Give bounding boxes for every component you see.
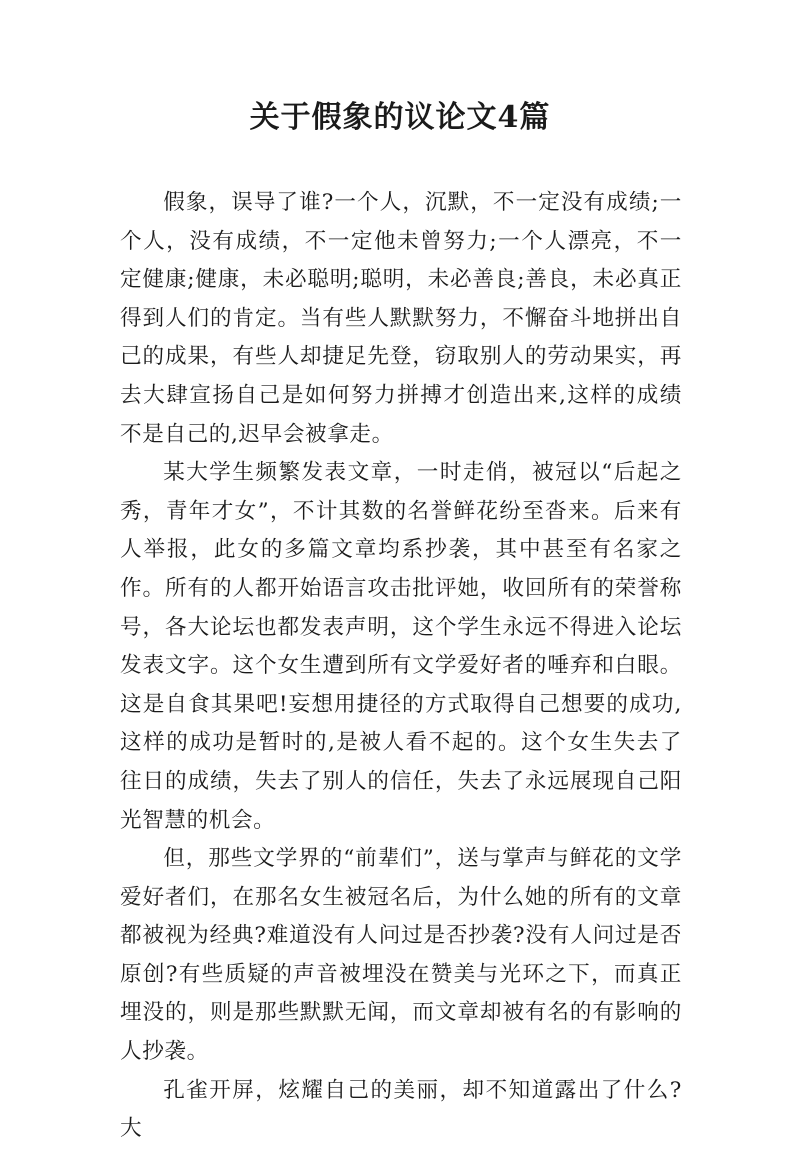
- paragraph-2: 某大学生频繁发表文章，一时走俏，被冠以“后起之秀，青年才女”，不计其数的名誉鲜花纷至沓来。后来有人举报，此女的多篇文章均系抄袭，其中甚至有名家之作。所有的人都开始语言攻击批评她，收回所有的荣誉称号，各大论坛也都发表声明，这个学生永远不得进入论坛发表文字。这个女生遭到所有文学爱好者的唾弃和白眼。这是自食其果吧!妄想用捷径的方式取得自己想要的成功,这样的成功是暂时的,是被人看不起的。这个女生失去了往日的成绩，失去了别人的信任，失去了永远展现自己阳光智慧的机会。: [120, 460, 682, 833]
- document-body: [120, 184, 682, 1149]
- paragraph-4: 孔雀开屏，炫耀自己的美丽，却不知道露出了什么?大: [120, 1077, 682, 1142]
- paragraph-3: 但，那些文学界的“前辈们”，送与掌声与鲜花的文学爱好者们，在那名女生被冠名后，为什么她的所有的文章都被视为经典?难道没有人问过是否抄袭?没有人问过是否原创?有些质疑的声音被埋没在赞美与光环之下，而真正埋没的，则是那些默默无闻，而文章却被有名的有影响的人抄袭。: [120, 846, 682, 1065]
- document-title: 关于假象的议论文4篇: [249, 100, 551, 135]
- paragraph-1: 假象，误导了谁?一个人，沉默，不一定没有成绩;一个人，没有成绩，不一定他未曾努力;一个人漂亮，不一定健康;健康，未必聪明;聪明，未必善良;善良，未必真正得到人们的肯定。当有些人默默努力，不懈奋斗地拼出自己的成果，有些人却捷足先登，窃取别人的劳动果实，再去大肆宣扬自己是如何努力拼搏才创造出来,这样的成绩不是自己的,迟早会被拿走。: [120, 190, 682, 447]
